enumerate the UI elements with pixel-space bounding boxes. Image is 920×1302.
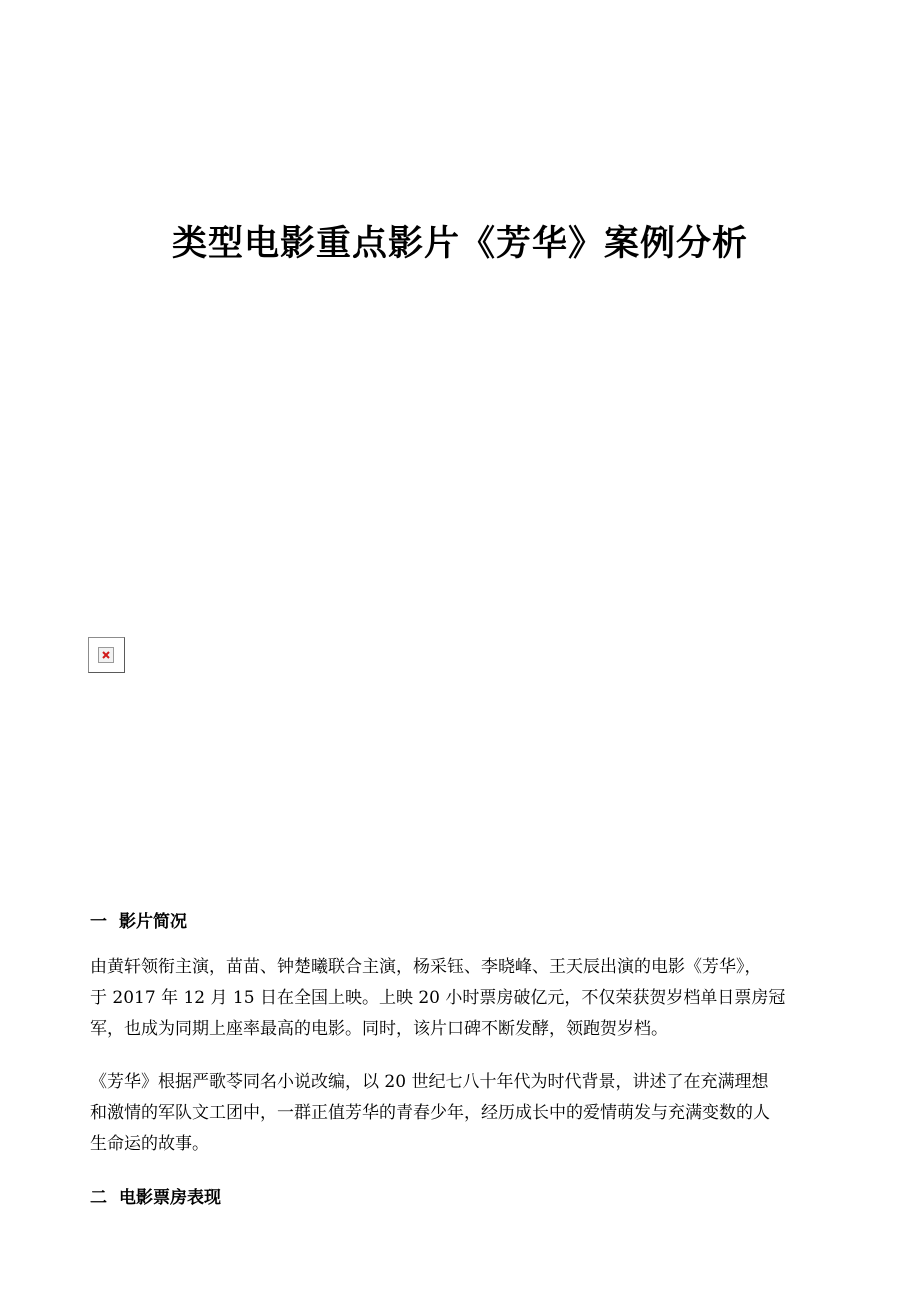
section-heading-box-office: [90, 1186, 221, 1210]
broken-image-icon: [98, 647, 114, 663]
close-x-icon: [102, 651, 110, 659]
paragraph-synopsis: [90, 1067, 835, 1160]
section-heading-overview: [90, 910, 187, 934]
section-title: 影片简况: [119, 912, 187, 932]
text-line: 《芳华》根据严歌苓同名小说改编，以 20 世纪七八十年代为时代背景，讲述了在充满理想: [90, 1072, 769, 1092]
document-title: 类型电影重点影片《芳华》案例分析: [171, 224, 748, 264]
text-line: 和激情的军队文工团中，一群正值芳华的青春少年，经历成长中的爱情萌发与充满变数的人: [90, 1103, 770, 1123]
section-title: 电影票房表现: [119, 1188, 221, 1208]
text-line: 生命运的故事。: [90, 1134, 209, 1154]
text-line: 于 2017 年 12 月 15 日在全国上映。上映 20 小时票房破亿元，不仅荣获贺岁档单日票房冠: [90, 988, 786, 1008]
image-placeholder: [88, 637, 125, 673]
section-number: 一: [90, 912, 107, 932]
text-line: 由黄轩领衔主演，苗苗、钟楚曦联合主演，杨采钰、李晓峰、王天辰出演的电影《芳华》，: [90, 957, 762, 977]
text-line: 军，也成为同期上座率最高的电影。同时，该片口碑不断发酵，领跑贺岁档。: [90, 1019, 668, 1039]
section-number: 二: [90, 1188, 107, 1208]
paragraph-release-info: [90, 952, 835, 1045]
